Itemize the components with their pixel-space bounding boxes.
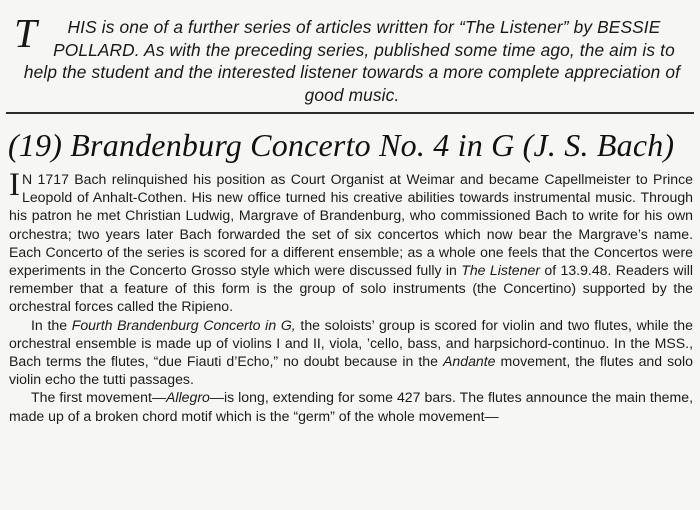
p1-italic-listener: The Listener [461, 262, 541, 279]
p2-text-b: the soloists’ group is scored for violin and two flutes, while the orchestral ensemble is made up of violins I and II, viola, ’cello, bass, and harpsichord-continuo. In the MSS., Bach terms the flutes, “due Fiauti d’Echo,” no doubt because in the [9, 316, 693, 370]
p3-text-a: The first movement— [31, 389, 166, 406]
p3-italic-allegro: Allegro [165, 389, 210, 406]
paragraph-3 [9, 388, 693, 424]
divider-rule [6, 112, 694, 114]
p2-text-c: movement, the flutes and solo violin echo the tutti passages. [9, 353, 693, 388]
body-drop-cap: I [9, 167, 20, 203]
p3-text-b: —is long, extending for some 427 bars. The flutes announce the main theme, made up of a broken chord motif which is the “germ” of the whole movement— [9, 389, 694, 424]
p1-text-a: N 1717 Bach relinquished his position as Court Organist at Weimar and became Capellmeister to Prince Leopold of Anhalt-Cothen. His new office turned his creative abilities towards instrumental music. Through his patron he met Christian Ludwig, Margrave of Brandenburg, who commissioned Bach to write for his own orchestra; two years later Bach forwarded the set of six concertos which now bear the Margrave’s name. Each Concerto of the series is scored for a different ensemble; as a whole one feels that the Concertos were experiments in the Concerto Grosso style which were discussed fully in [9, 171, 693, 279]
p2-text-a: In the [31, 316, 72, 333]
p2-italic-title: Fourth Brandenburg Concerto in G, [71, 316, 296, 333]
paragraph-1 [9, 167, 694, 316]
p1-text-b: of 13.9.48. Readers will remember that a feature of this form is the group of solo instruments (the Concertino) supported by the orchestral forces called the Ripieno. [9, 262, 694, 315]
paragraph-2 [9, 316, 693, 389]
p2-italic-andante: Andante [443, 353, 496, 370]
intro-text: HIS is one of a further series of articles written for “The Listener” by BESSIE POLLARD. As with the preceding series, published some time ago, the aim is to help the student and the interested listener towards a more complete appreciation of good music. [23, 17, 681, 105]
article-body [9, 167, 694, 425]
intro-drop-cap: T [14, 10, 37, 56]
intro-paragraph [14, 10, 690, 106]
article-heading: (19) Brandenburg Concerto No. 4 in G (J. S. Bach) [8, 127, 675, 163]
